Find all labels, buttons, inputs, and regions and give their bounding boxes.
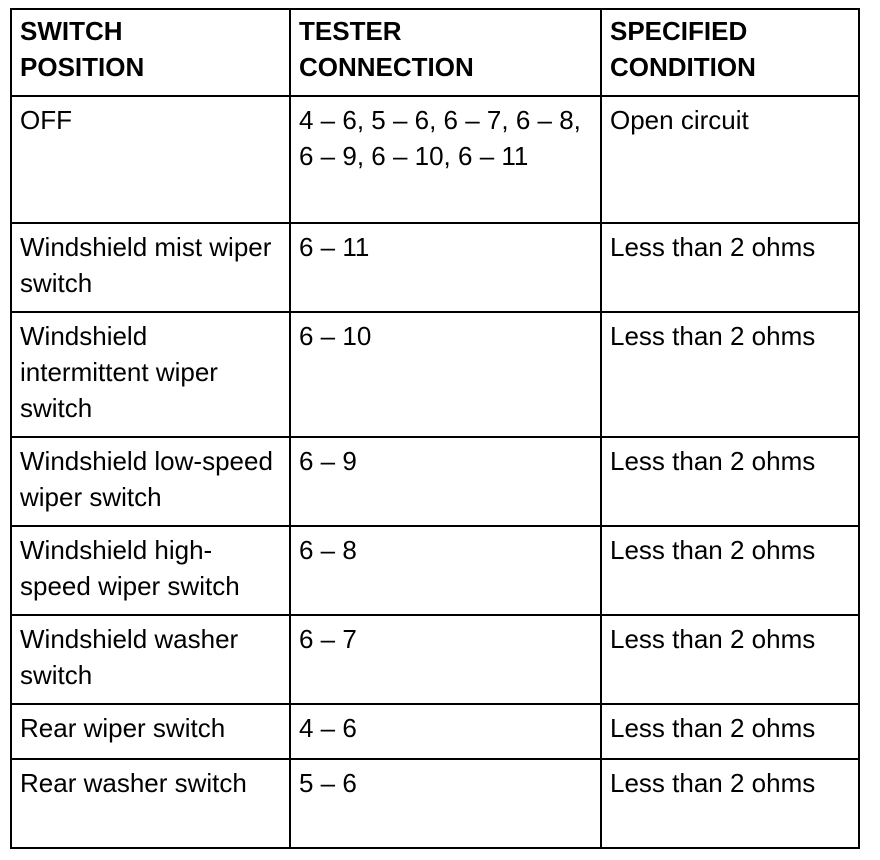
switch-position-cell: Windshield mist wiper switch xyxy=(11,223,290,312)
switch-position-cell: OFF xyxy=(11,96,290,223)
tester-connection-cell: 5 – 6 xyxy=(290,759,601,848)
table-row xyxy=(11,312,859,437)
tester-connection-cell: 4 – 6 xyxy=(290,704,601,759)
specified-condition-cell: Less than 2 ohms xyxy=(601,437,859,526)
switch-inspection-table xyxy=(10,8,860,849)
table-row xyxy=(11,759,859,848)
specified-condition-cell: Less than 2 ohms xyxy=(601,526,859,615)
specified-condition-cell: Open circuit xyxy=(601,96,859,223)
header-line: CONNECTION xyxy=(299,52,474,82)
table-row xyxy=(11,96,859,223)
tester-connection-cell: 6 – 9 xyxy=(290,437,601,526)
switch-position-cell: Windshield high-speed wiper switch xyxy=(11,526,290,615)
tester-connection-cell: 6 – 7 xyxy=(290,615,601,704)
switch-position-cell: Windshield low-speed wiper switch xyxy=(11,437,290,526)
header-line: SPECIFIED xyxy=(610,16,748,46)
table-row xyxy=(11,526,859,615)
tester-connection-cell: 6 – 8 xyxy=(290,526,601,615)
tester-connection-cell: 6 – 11 xyxy=(290,223,601,312)
table-header-row xyxy=(11,9,859,96)
switch-position-cell: Windshield washer switch xyxy=(11,615,290,704)
table-row xyxy=(11,704,859,759)
header-line: POSITION xyxy=(20,52,145,82)
specified-condition-cell: Less than 2 ohms xyxy=(601,704,859,759)
header-switch-position xyxy=(11,9,290,96)
switch-position-cell: Rear washer switch xyxy=(11,759,290,848)
specified-condition-cell: Less than 2 ohms xyxy=(601,223,859,312)
table-row xyxy=(11,437,859,526)
header-tester-connection xyxy=(290,9,601,96)
tester-connection-cell: 6 – 10 xyxy=(290,312,601,437)
specified-condition-cell: Less than 2 ohms xyxy=(601,615,859,704)
tester-connection-cell: 4 – 6, 5 – 6, 6 – 7, 6 – 8, 6 – 9, 6 – 10, 6 – 11 xyxy=(290,96,601,223)
header-specified-condition xyxy=(601,9,859,96)
specified-condition-cell: Less than 2 ohms xyxy=(601,759,859,848)
switch-position-cell: Windshield intermittent wiper switch xyxy=(11,312,290,437)
table-row xyxy=(11,615,859,704)
header-line: CONDITION xyxy=(610,52,756,82)
table-row xyxy=(11,223,859,312)
header-line: SWITCH xyxy=(20,16,123,46)
specified-condition-cell: Less than 2 ohms xyxy=(601,312,859,437)
header-line: TESTER xyxy=(299,16,402,46)
switch-position-cell: Rear wiper switch xyxy=(11,704,290,759)
